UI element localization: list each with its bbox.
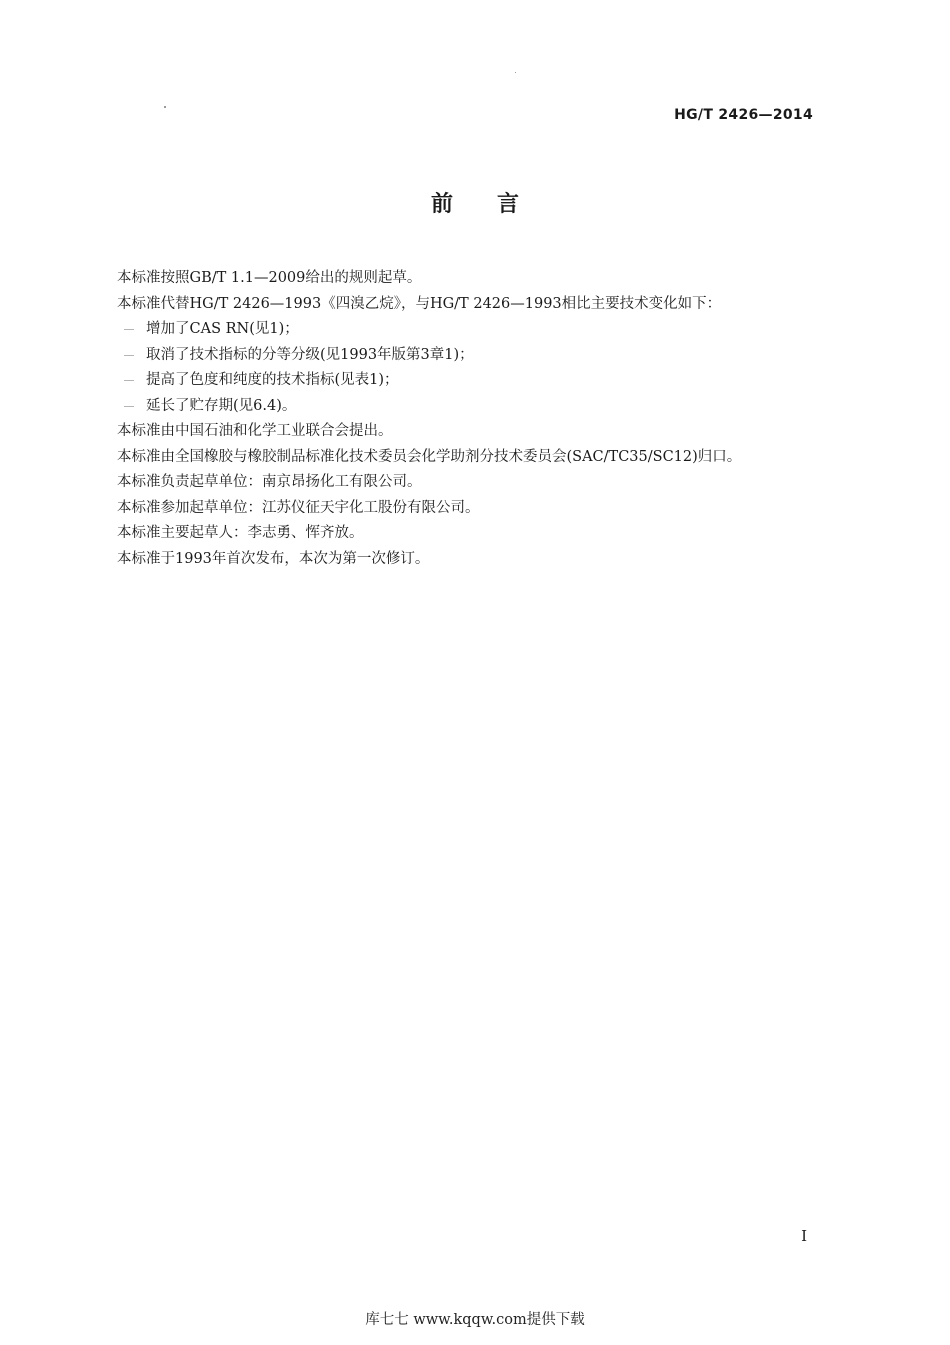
- download-footer: 库七七 www.kqqw.com提供下载: [365, 1312, 585, 1328]
- scan-speck: [515, 72, 516, 73]
- dash-mark: [124, 380, 134, 381]
- dash-mark: [124, 329, 134, 330]
- dash-mark: [124, 355, 134, 356]
- scan-speck: [164, 106, 166, 108]
- page-title: 前言: [430, 191, 563, 217]
- paragraph-publication-history: 本标准于1993年首次发布，本次为第一次修订。: [117, 550, 430, 567]
- paragraph-lead-drafter: 本标准负责起草单位：南京昂扬化工有限公司。: [117, 474, 422, 490]
- paragraph-committee: 本标准由全国橡胶与橡胶制品标准化技术委员会化学助剂分技术委员会(SAC/TC35/SC12)归口。: [117, 448, 742, 465]
- paragraph-participating-drafter: 本标准参加起草单位：江苏仪征天宇化工股份有限公司。: [117, 499, 480, 516]
- standard-code: HG/T 2426—2014: [674, 107, 813, 123]
- foreword-body: [88, 266, 818, 572]
- list-item: 取消了技术指标的分等分级(见1993年版第3章1)；: [88, 343, 818, 369]
- dash-mark: [124, 406, 134, 407]
- list-item: 增加了CAS RN(见1)；: [88, 317, 818, 343]
- paragraph-replacement: 本标准代替HG/T 2426—1993《四溴乙烷》，与HG/T 2426—1993相比主要技术变化如下：: [117, 295, 722, 312]
- list-item: 提高了色度和纯度的技术指标(见表1)；: [88, 368, 818, 394]
- paragraph-proposer: 本标准由中国石油和化学工业联合会提出。: [117, 423, 393, 439]
- page-number: I: [801, 1227, 807, 1245]
- list-item: 延长了贮存期(见6.4)。: [88, 394, 818, 420]
- paragraph-drafting-rules: 本标准按照GB/T 1.1—2009给出的规则起草。: [117, 270, 422, 286]
- paragraph-main-drafters: 本标准主要起草人：李志勇、恽齐放。: [117, 525, 364, 541]
